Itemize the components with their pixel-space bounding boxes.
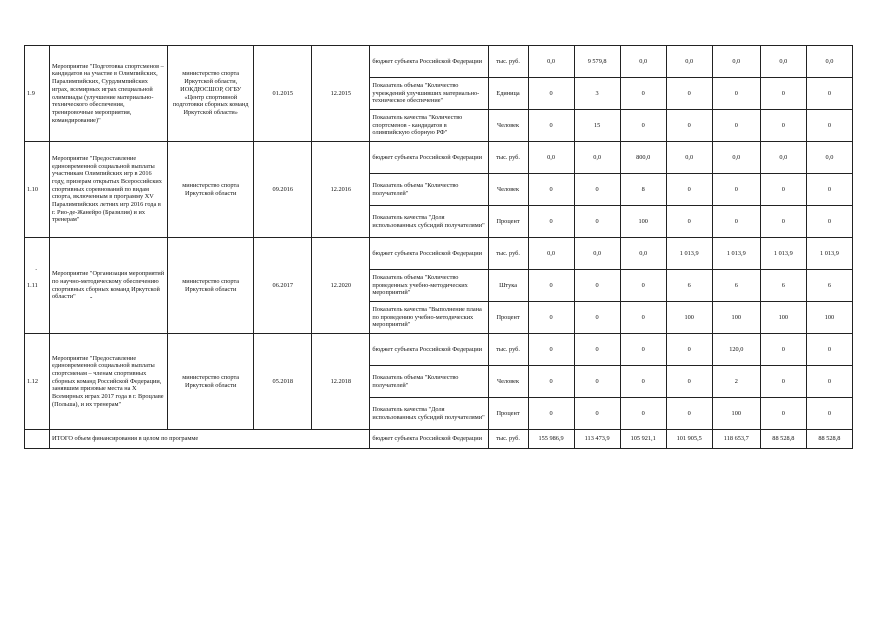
value-cell: 0 (528, 366, 574, 398)
unit: Процент (488, 206, 528, 238)
unit: Человек (488, 366, 528, 398)
event-name: Мероприятие "Подготовка спортсменов – кандидатов на участие в Олимпийских, Паралимпийских, Сурдлимпийских играх, всемирных играх специальной олимпиады (улучшение материально-технического обеспечения, тренировочные мероприятия, командирование)" (50, 46, 168, 142)
value-cell: 0 (712, 174, 760, 206)
indicator: Показатель качества "Доля использованных субсидий получателями" (370, 398, 488, 430)
value-cell: 0 (806, 366, 852, 398)
value-cell: 15 (574, 110, 620, 142)
scan-mark: ` (35, 268, 38, 276)
indicator: Показатель объема "Количество получателей" (370, 366, 488, 398)
value-cell: 155 986,9 (528, 430, 574, 449)
value-cell: 0 (666, 110, 712, 142)
unit: Процент (488, 398, 528, 430)
indicator: Показатель качества "Доля использованных субсидий получателями" (370, 206, 488, 238)
unit: тыс. руб. (488, 238, 528, 270)
value-cell: 0 (574, 206, 620, 238)
executor: министерство спорта Иркутской области, ИОКДЮСШОР, ОГБУ «Центр спортивной подготовки сборных команд Иркутской области» (168, 46, 254, 142)
value-cell: 0,0 (806, 46, 852, 78)
value-cell: 0 (666, 174, 712, 206)
event-name: Мероприятие "Предоставление единовременной социальной выплаты спортсменам – членам спортивных сборных команд Российской Федерации, занявшим призовые места на X Всемирных играх 2017 года в г. Вроцлаве (Польша), и их тренерам" (50, 334, 168, 430)
value-cell: 0 (666, 206, 712, 238)
indicator: Показатель качества "Выполнение плана по проведению учебно-методических мероприятий" (370, 302, 488, 334)
value-cell: 0 (760, 334, 806, 366)
value-cell: 0 (806, 110, 852, 142)
value-cell: 0 (712, 206, 760, 238)
value-cell: 0 (760, 174, 806, 206)
value-cell: 1 013,9 (712, 238, 760, 270)
value-cell: 0 (574, 334, 620, 366)
value-cell: 800,0 (620, 142, 666, 174)
value-cell: 0,0 (528, 238, 574, 270)
value-cell: 0 (712, 78, 760, 110)
event-name: Мероприятие "Организация мероприятий по научно-методическому обеспечению спортивных сборных команд Иркутской области" (50, 238, 168, 334)
value-cell: 3 (574, 78, 620, 110)
indicator: Показатель объема "Количество учреждений улучшивших материально-техническое обеспечение" (370, 78, 488, 110)
end-date: 12.2016 (312, 142, 370, 238)
value-cell: 0 (528, 206, 574, 238)
value-cell: 0 (760, 78, 806, 110)
value-cell: 0 (574, 366, 620, 398)
value-cell: 0,0 (806, 142, 852, 174)
value-cell: 100 (620, 206, 666, 238)
value-cell: 0,0 (666, 142, 712, 174)
start-date: 06.2017 (254, 238, 312, 334)
unit: тыс. руб. (488, 334, 528, 366)
value-cell: 0 (528, 78, 574, 110)
value-cell: 0 (712, 110, 760, 142)
value-cell: 0 (620, 302, 666, 334)
end-date: 12.2018 (312, 334, 370, 430)
value-cell: 88 528,8 (806, 430, 852, 449)
value-cell: 0,0 (666, 46, 712, 78)
indicator: бюджет субъекта Российской Федерации (370, 238, 488, 270)
start-date: 09.2016 (254, 142, 312, 238)
value-cell: 8 (620, 174, 666, 206)
value-cell: 105 921,1 (620, 430, 666, 449)
value-cell: 113 473,9 (574, 430, 620, 449)
value-cell: 0 (806, 398, 852, 430)
value-cell: 6 (760, 270, 806, 302)
value-cell: 0,0 (760, 46, 806, 78)
value-cell: 0,0 (574, 238, 620, 270)
value-cell: 100 (666, 302, 712, 334)
value-cell: 0 (528, 302, 574, 334)
value-cell: 0 (574, 270, 620, 302)
end-date: 12.2020 (312, 238, 370, 334)
value-cell: 0 (620, 270, 666, 302)
value-cell: 2 (712, 366, 760, 398)
value-cell: 0 (806, 206, 852, 238)
unit: тыс. руб. (488, 430, 528, 449)
executor: министерство спорта Иркутской области (168, 334, 254, 430)
value-cell: 100 (712, 302, 760, 334)
value-cell: 0,0 (528, 46, 574, 78)
value-cell: 0 (528, 174, 574, 206)
indicator: Показатель объема "Количество получателей" (370, 174, 488, 206)
indicator: бюджет субъекта Российской Федерации (370, 430, 488, 449)
unit: тыс. руб. (488, 142, 528, 174)
value-cell: 0 (528, 334, 574, 366)
value-cell: 0,0 (712, 142, 760, 174)
value-cell: 0 (620, 110, 666, 142)
row-number: 1.11 (25, 238, 50, 334)
executor: министерство спорта Иркутской области (168, 142, 254, 238)
value-cell: 1 013,9 (760, 238, 806, 270)
unit: Человек (488, 110, 528, 142)
value-cell: 0 (528, 110, 574, 142)
value-cell: 0 (620, 398, 666, 430)
value-cell: 0 (620, 366, 666, 398)
unit: Процент (488, 302, 528, 334)
value-cell: 0 (760, 110, 806, 142)
row-number: 1.9 (25, 46, 50, 142)
total-row (25, 430, 853, 449)
value-cell: 1 013,9 (806, 238, 852, 270)
value-cell: 100 (712, 398, 760, 430)
row-number (25, 430, 50, 449)
row-number: 1.10 (25, 142, 50, 238)
value-cell: 9 579,8 (574, 46, 620, 78)
value-cell: 1 013,9 (666, 238, 712, 270)
scan-mark: - (90, 293, 93, 301)
value-cell: 0 (574, 398, 620, 430)
value-cell: 0 (666, 334, 712, 366)
value-cell: 0 (666, 78, 712, 110)
table-row (25, 46, 853, 78)
value-cell: 0,0 (574, 142, 620, 174)
value-cell: 0 (620, 78, 666, 110)
value-cell: 0,0 (528, 142, 574, 174)
unit: Человек (488, 174, 528, 206)
unit: Единица (488, 78, 528, 110)
value-cell: 120,0 (712, 334, 760, 366)
indicator: Показатель объема "Количество проведенных учебно-методических мероприятий" (370, 270, 488, 302)
value-cell: 0 (760, 398, 806, 430)
value-cell: 0 (528, 398, 574, 430)
indicator: бюджет субъекта Российской Федерации (370, 334, 488, 366)
value-cell: 0,0 (712, 46, 760, 78)
end-date: 12.2015 (312, 46, 370, 142)
value-cell: 6 (666, 270, 712, 302)
row-number: 1.12 (25, 334, 50, 430)
value-cell: 0 (760, 366, 806, 398)
value-cell: 0 (620, 334, 666, 366)
executor: министерство спорта Иркутской области (168, 238, 254, 334)
start-date: 05.2018 (254, 334, 312, 430)
value-cell: 6 (712, 270, 760, 302)
value-cell: 101 905,5 (666, 430, 712, 449)
unit: Штука (488, 270, 528, 302)
value-cell: 0 (666, 398, 712, 430)
value-cell: 0,0 (760, 142, 806, 174)
table-row (25, 238, 853, 270)
value-cell: 0 (574, 302, 620, 334)
value-cell: 0 (806, 334, 852, 366)
value-cell: 0 (528, 270, 574, 302)
table-row (25, 142, 853, 174)
value-cell: 0,0 (620, 238, 666, 270)
unit: тыс. руб. (488, 46, 528, 78)
value-cell: 0 (666, 366, 712, 398)
value-cell: 0 (806, 78, 852, 110)
event-name: Мероприятие "Предоставление единовременной социальной выплаты участникам Олимпийских игр в 2016 году, призерам открытых Всероссийских спортивных соревнований по видам спорта, включенным в программу XV Паралимпийских летних игр 2016 года в г. Рио-де-Жанейро (Бразилия) и их тренерам" (50, 142, 168, 238)
total-label: ИТОГО объем финансирования в целом по программе (50, 430, 370, 449)
value-cell: 6 (806, 270, 852, 302)
indicator: бюджет субъекта Российской Федерации (370, 46, 488, 78)
indicator: бюджет субъекта Российской Федерации (370, 142, 488, 174)
value-cell: 88 528,8 (760, 430, 806, 449)
value-cell: 118 653,7 (712, 430, 760, 449)
value-cell: 0 (574, 174, 620, 206)
value-cell: 100 (806, 302, 852, 334)
value-cell: 0 (806, 174, 852, 206)
indicator: Показатель качества "Количество спортсменов - кандидатов в олимпийскую сборную РФ" (370, 110, 488, 142)
table-row (25, 334, 853, 366)
value-cell: 0,0 (620, 46, 666, 78)
program-table (24, 45, 853, 449)
value-cell: 0 (760, 206, 806, 238)
value-cell: 100 (760, 302, 806, 334)
start-date: 01.2015 (254, 46, 312, 142)
